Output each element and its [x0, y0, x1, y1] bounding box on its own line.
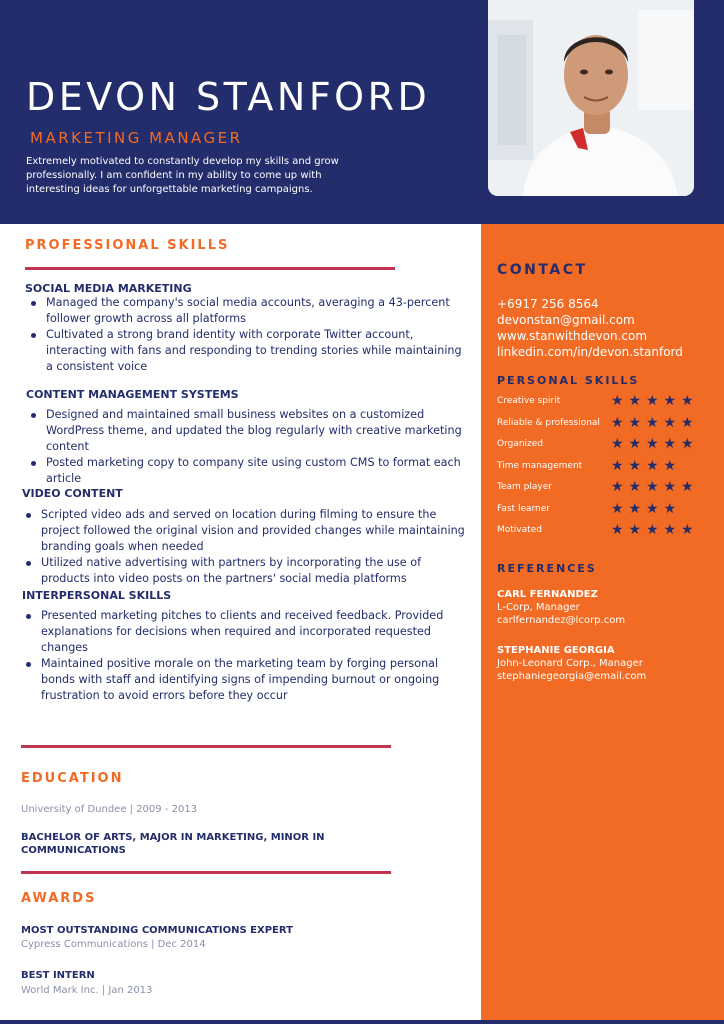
star-icon: ★: [628, 522, 642, 538]
skill-group-title: CONTENT MANAGEMENT SYSTEMS: [26, 388, 239, 401]
skill-label: Time management: [497, 460, 583, 471]
star-icon: ★: [611, 414, 624, 431]
star-icon: ★: [646, 414, 659, 431]
star-icon: ★: [611, 436, 624, 452]
education-school: University of Dundee | 2009 - 2013: [21, 804, 198, 815]
profile-summary: Extremely motivated to constantly develop my skills and grow professionally. I am confident in my ability to come up with interesting ideas for unforgettable marketing campaigns.: [26, 156, 339, 195]
star-icon: ★: [646, 479, 659, 495]
professional-skills-heading: PROFESSIONAL SKILLS: [25, 238, 230, 253]
skill-label: Organized: [497, 439, 544, 449]
skill-rating: [611, 502, 681, 516]
star-icon: ★: [681, 479, 694, 495]
skill-group-list: [21, 507, 471, 587]
profile-photo: [488, 0, 694, 196]
skill-group-list: [26, 407, 474, 487]
skill-label: Reliable & professional: [497, 417, 600, 428]
reference-name: CARL FERNANDEZ: [497, 589, 598, 600]
list-item: Presented marketing pitches to clients and received feedback. Provided explanations for decisions when required and incorporated requested changes: [21, 608, 471, 656]
skill-rating: [611, 416, 699, 430]
star-icon: ★: [663, 522, 677, 538]
star-icon: ★: [611, 457, 624, 474]
skill-label: Fast learner: [497, 503, 550, 514]
skill-rating: [611, 480, 699, 494]
star-icon: ★: [663, 457, 677, 474]
candidate-name: DEVON STANFORD: [26, 75, 431, 119]
star-icon: ★: [646, 457, 659, 474]
skill-rating: [611, 437, 699, 451]
skill-label: Team player: [497, 482, 552, 492]
section-divider: [25, 267, 395, 270]
list-item: Scripted video ads and served on location during filming to ensure the project followed the original vision and provided changes while maintaining branding goals when needed: [21, 507, 471, 555]
award-name: MOST OUTSTANDING COMMUNICATIONS EXPERT: [21, 925, 293, 936]
star-icon: ★: [646, 500, 659, 517]
star-icon: ★: [628, 457, 642, 474]
award-name: BEST INTERN: [21, 970, 95, 981]
star-icon: ★: [611, 500, 624, 517]
star-icon: ★: [646, 436, 659, 452]
reference-company: John-Leonard Corp., Manager: [497, 658, 643, 669]
reference-email[interactable]: carlfernandez@lcorp.com: [497, 615, 626, 626]
star-icon: ★: [611, 479, 624, 495]
footer-bar: [0, 1020, 724, 1024]
star-icon: ★: [681, 436, 694, 452]
star-icon: ★: [628, 436, 642, 452]
list-item: Posted marketing copy to company site using custom CMS to format each article: [26, 455, 474, 487]
list-item: Utilized native advertising with partners by incorporating the use of products into video posts on the partners' social media platforms: [21, 555, 471, 587]
awards-heading: AWARDS: [21, 891, 97, 906]
reference-company: L-Corp, Manager: [497, 602, 580, 613]
star-icon: ★: [628, 393, 642, 409]
section-divider: [21, 745, 391, 748]
references-heading: REFERENCES: [497, 562, 597, 575]
contact-phone: +6917 256 8564: [497, 297, 599, 311]
portrait-illustration: [488, 0, 694, 196]
contact-email[interactable]: devonstan@gmail.com: [497, 313, 635, 327]
contact-website[interactable]: www.stanwithdevon.com: [497, 329, 648, 343]
skill-group-title: INTERPERSONAL SKILLS: [22, 589, 172, 602]
education-heading: EDUCATION: [21, 771, 124, 786]
star-icon: ★: [646, 393, 659, 409]
star-icon: ★: [628, 500, 642, 517]
list-item: Cultivated a strong brand identity with corporate Twitter account, interacting with fans and responding to trending stories while maintaining a consistent voice: [26, 327, 466, 375]
education-degree: BACHELOR OF ARTS, MAJOR IN MARKETING, MINOR IN COMMUNICATIONS: [21, 832, 325, 856]
award-detail: World Mark Inc. | Jan 2013: [21, 985, 153, 996]
award-detail: Cypress Communications | Dec 2014: [21, 939, 206, 950]
star-icon: ★: [681, 522, 694, 538]
skill-group-title: SOCIAL MEDIA MARKETING: [25, 282, 192, 295]
job-title: MARKETING MANAGER: [30, 129, 243, 147]
star-icon: ★: [681, 414, 694, 431]
reference-email[interactable]: stephaniegeorgia@email.com: [497, 671, 647, 682]
reference-name: STEPHANIE GEORGIA: [497, 645, 615, 656]
star-icon: ★: [663, 479, 677, 495]
contact-heading: CONTACT: [497, 262, 588, 278]
skill-rating: [611, 394, 699, 408]
star-icon: ★: [681, 393, 694, 409]
contact-linkedin[interactable]: linkedin.com/in/devon.stanford: [497, 345, 683, 359]
skill-label: Motivated: [497, 525, 542, 535]
star-icon: ★: [663, 436, 677, 452]
star-icon: ★: [663, 393, 677, 409]
list-item: Managed the company's social media accounts, averaging a 43-percent follower growth across all platforms: [26, 295, 466, 327]
section-divider: [21, 871, 391, 874]
skill-group-list: [26, 295, 466, 375]
skill-rating: [611, 459, 681, 473]
list-item: Designed and maintained small business websites on a customized WordPress theme, and updated the blog regularly with creative marketing content: [26, 407, 474, 455]
star-icon: ★: [611, 522, 624, 538]
star-icon: ★: [628, 414, 642, 431]
skill-rating: [611, 523, 699, 537]
star-icon: ★: [663, 414, 677, 431]
skill-group-title: VIDEO CONTENT: [22, 487, 123, 500]
star-icon: ★: [611, 393, 624, 409]
star-icon: ★: [628, 479, 642, 495]
personal-skills-heading: PERSONAL SKILLS: [497, 374, 640, 387]
skill-label: Creative spirit: [497, 396, 561, 406]
list-item: Maintained positive morale on the marketing team by forging personal bonds with staff and identifying signs of impending burnout or ongoing frustration to avoid errors before they occur: [21, 656, 471, 704]
star-icon: ★: [663, 500, 677, 517]
star-icon: ★: [646, 522, 659, 538]
skill-group-list: [21, 608, 471, 704]
